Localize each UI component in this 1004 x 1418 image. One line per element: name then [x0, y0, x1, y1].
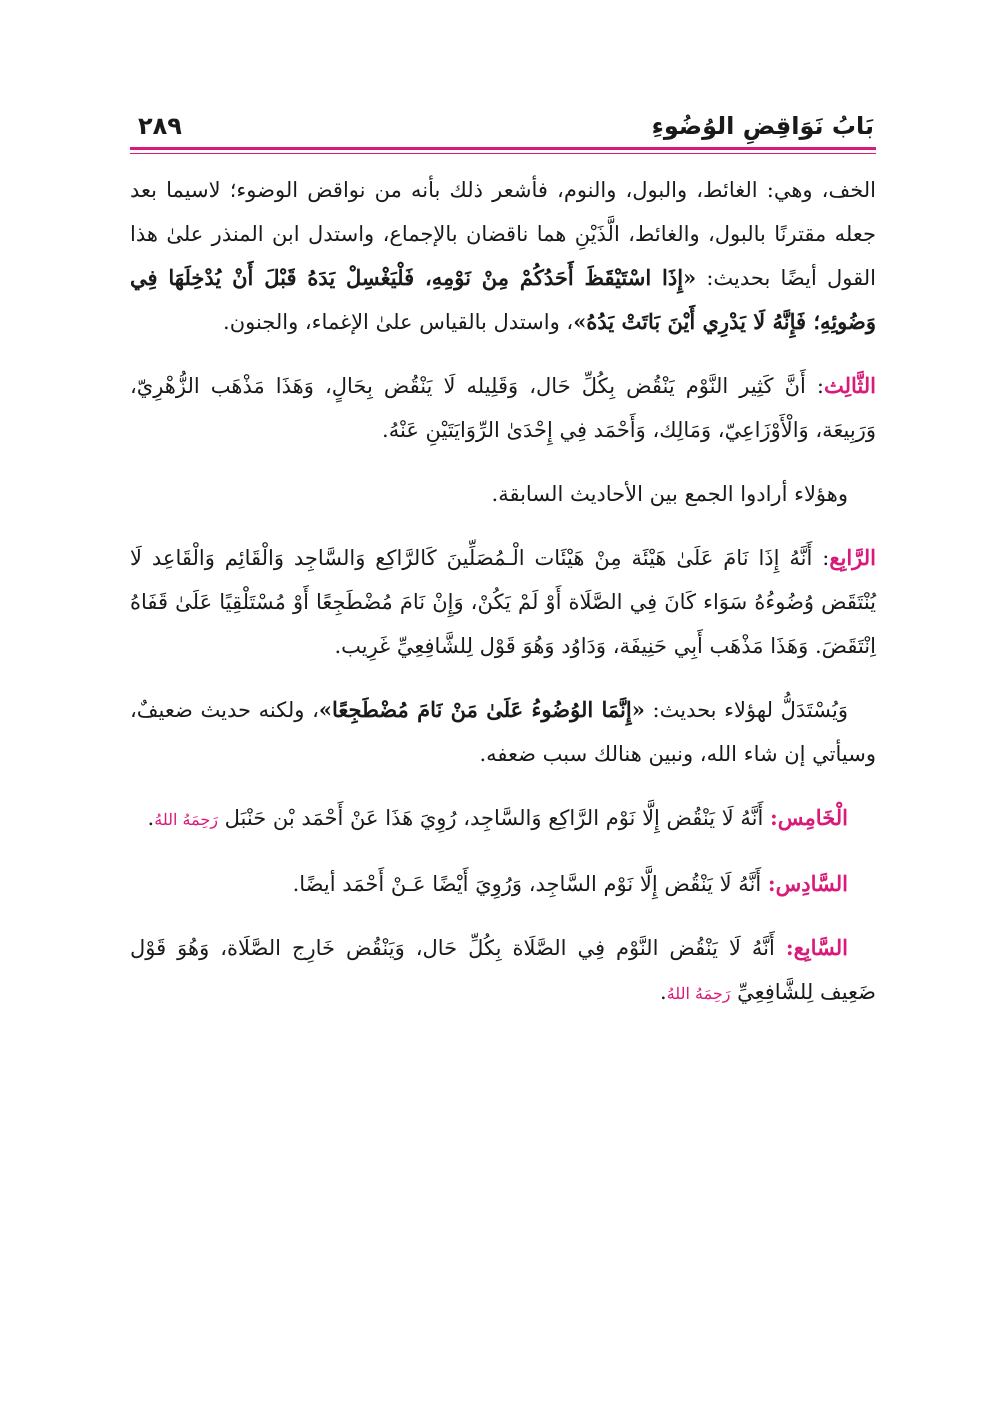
hadith-quote-1: «إِذَا اسْتَيْقَظَ أَحَدُكُمْ مِنْ نَوْمِهِ، فَلْيَغْسِلْ يَدَهُ قَبْلَ أَنْ يُدْخِلَهَا فِي وَضُوئِهِ؛ فَإِنَّهُ لَا يَدْرِي أَيْنَ بَاتَتْ يَدُهُ»: [130, 265, 876, 334]
opinion-end-fifth: .: [147, 806, 155, 830]
opinion-sixth: [130, 862, 876, 906]
chapter-title: بَابُ نَوَاقِضِ الوُضُوءِ: [651, 112, 874, 140]
note-paragraph: وهؤلاء أرادوا الجمع بين الأحاديث السابقة.: [491, 482, 848, 506]
page-body: [130, 168, 876, 1036]
hadith-quote-2: «إِنَّمَا الوُضُوءُ عَلَىٰ مَنْ نَامَ مُضْطَجِعًا»: [318, 697, 645, 722]
opinion-third: [130, 364, 876, 452]
evidence-paragraph: [130, 688, 876, 776]
header-rule-thin: [130, 153, 876, 154]
opinion-label-fourth: الرَّابِع: [829, 545, 876, 570]
honorific-symbol: رَحِمَهُ اللهُ: [154, 810, 218, 829]
opinion-label-sixth: السَّادِس:: [767, 871, 848, 896]
opinion-label-seventh: السَّابِع:: [785, 935, 848, 960]
opinion-text-fourth: : أَنَّهُ إِذَا نَامَ عَلَىٰ هَيْئَة مِنْ هَيْئَات الْـمُصَلِّينَ كَالرَّاكِع وَالسَّاجِد وَالْقَائِم وَالْقَاعِد لَا يُنْتَقَض وُضُوءُهُ سَوَاء كَانَ فِي الصَّلَاة أَوْ لَمْ يَكُنْ، وَإِنْ نَامَ مُضْطَجِعًا أَوْ مُسْتَلْقِيًا عَلَىٰ قَفَاهُ اِنْتَقَضَ. وَهَذَا مَذْهَب أَبِي حَنِيفَة، وَدَاوُد وَهُوَ قَوْل لِلشَّافِعِيِّ غَرِيب.: [130, 546, 876, 658]
opinion-text-sixth: أَنَّهُ لَا يَنْقُض إِلَّا نَوْم السَّاجِد، وَرُوِيَ أَيْضًا عَـنْ أَحْمَد أيضًا.: [292, 872, 768, 896]
opinion-fifth: [130, 796, 876, 842]
page-header: [130, 112, 876, 144]
opinion-fourth: [130, 536, 876, 668]
opinion-text-fifth: أَنَّهُ لَا يَنْقُض إِلَّا نَوْم الرَّاكِع وَالسَّاجِد، رُوِيَ هَذَا عَنْ أَحْمَد بْن حَنْبَل: [217, 806, 771, 830]
opinion-label-third: الثَّالِث: [824, 373, 876, 398]
evidence-text-1: وَيُسْتَدَلُّ لهؤلاء بحديث:: [644, 698, 848, 722]
page-number: ٢٨٩: [138, 112, 182, 140]
honorific-symbol: رَحِمَهُ اللهُ: [666, 984, 731, 1003]
opinion-label-fifth: الْخَامِس:: [770, 805, 848, 830]
opinion-text-seventh: أَنَّهُ لَا يَنْقُض النَّوْم فِي الصَّلَاة بِكُلِّ حَال، وَيَنْقُض خَارِج الصَّلَاة، وَهُوَ قَوْل ضَعِيف لِلشَّافِعِيِّ: [130, 936, 876, 1004]
intro-text-1: الخف، وهي: الغائط، والبول، والنوم، فأشعر ذلك بأنه من نواقض الوضوء؛ لاسيما بعد جعله مقترنًا بالبول، والغائط، الَّذَيْنِ هما ناقضان بالإجماع، واستدل ابن المنذر علىٰ هذا القول أيضًا بحديث:: [130, 178, 876, 290]
opinion-end-seventh: .: [660, 980, 667, 1004]
intro-text-2: ، واستدل بالقياس علىٰ الإغماء، والجنون.: [223, 310, 574, 334]
evidence-text-2: ، ولكنه حديث ضعيفٌ، وسيأتي إن شاء الله، ونبين هنالك سبب ضعفه.: [130, 698, 876, 766]
header-rule-thick: [130, 147, 876, 150]
opinion-text-third: : أَنَّ كَثِير النَّوْم يَنْقُض بِكُلِّ حَال، وَقَلِيله لَا يَنْقُض بِحَالٍ، وَهَذَا مَذْهَب الزُّهْرِيّ، وَرَبِيعَة، وَالْأَوْزَاعِيّ، وَمَالِك، وَأَحْمَد فِي إِحْدَىٰ الرِّوَايَتَيْنِ عَنْهُ.: [130, 374, 876, 442]
opinion-seventh: [130, 926, 876, 1016]
intro-paragraph: [130, 168, 876, 344]
